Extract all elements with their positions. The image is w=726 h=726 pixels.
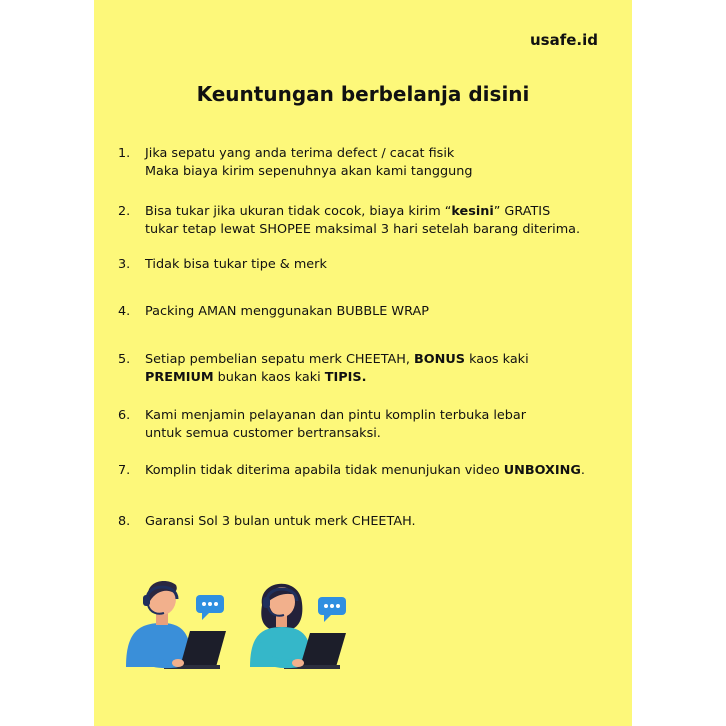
list-item-line [145, 221, 618, 239]
plain-text: Kami menjamin pelayanan dan pintu komplin terbuka lebar [145, 408, 527, 423]
male-customer-service-agent-icon [118, 575, 238, 675]
list-item-text [145, 513, 618, 531]
list-item-line [145, 303, 618, 321]
plain-text: Bisa tukar jika ukuran tidak cocok, biaya kirim “ [145, 204, 452, 219]
list-item-text [145, 462, 618, 480]
plain-text: Setiap pembelian sepatu merk CHEETAH, [145, 352, 415, 367]
plain-text: tukar tetap lewat SHOPEE maksimal 3 hari setelah barang diterima. [145, 222, 581, 237]
emphasis-text: UNBOXING [503, 463, 581, 478]
female-customer-service-agent-icon [240, 575, 360, 675]
list-item-line [145, 203, 618, 221]
list-item-line [145, 256, 618, 274]
emphasis-text: PREMIUM [145, 370, 214, 385]
list-item [118, 203, 618, 239]
list-item-number: 8. [118, 514, 131, 529]
list-item-number: 2. [118, 204, 131, 219]
list-item-line [145, 145, 618, 163]
list-item-text [145, 145, 618, 181]
list-item [118, 145, 618, 181]
brand-logo-text: usafe.id [530, 31, 599, 49]
plain-text: Tidak bisa tukar tipe & merk [145, 257, 327, 272]
plain-text: Komplin tidak diterima apabila tidak menunjukan video [145, 463, 504, 478]
list-item [118, 256, 618, 274]
plain-text: . [580, 463, 585, 478]
list-item-number: 1. [118, 146, 131, 161]
list-item-number: 4. [118, 304, 131, 319]
emphasis-text: BONUS [414, 352, 465, 367]
plain-text: untuk semua customer bertransaksi. [145, 426, 381, 441]
list-item [118, 303, 618, 321]
list-item-text [145, 256, 618, 274]
emphasis-text: kesini [451, 204, 494, 219]
plain-text: ” GRATIS [493, 204, 551, 219]
list-item-line [145, 163, 618, 181]
plain-text: Packing AMAN menggunakan BUBBLE WRAP [145, 304, 429, 319]
plain-text: Garansi Sol 3 bulan untuk merk CHEETAH. [145, 514, 416, 529]
list-item-text [145, 303, 618, 321]
list-item-line [145, 513, 618, 531]
emphasis-text: TIPIS. [324, 370, 367, 385]
list-item-line [145, 369, 618, 387]
list-item-line [145, 425, 618, 443]
plain-text: kaos kaki [465, 352, 529, 367]
list-item-line [145, 462, 618, 480]
list-item [118, 407, 618, 443]
list-item [118, 513, 618, 531]
plain-text: Jika sepatu yang anda terima defect / cacat fisik [145, 146, 455, 161]
plain-text: Maka biaya kirim sepenuhnya akan kami tanggung [145, 164, 473, 179]
list-item-line [145, 351, 618, 369]
list-item-line [145, 407, 618, 425]
list-item [118, 462, 618, 480]
list-item-number: 6. [118, 408, 131, 423]
page-title: Keuntungan berbelanja disini [196, 82, 530, 106]
plain-text: bukan kaos kaki [213, 370, 325, 385]
list-item [118, 351, 618, 387]
list-item-number: 5. [118, 352, 131, 367]
list-item-text [145, 203, 618, 239]
list-item-number: 3. [118, 257, 131, 272]
list-item-text [145, 351, 618, 387]
list-item-number: 7. [118, 463, 131, 478]
list-item-text [145, 407, 618, 443]
